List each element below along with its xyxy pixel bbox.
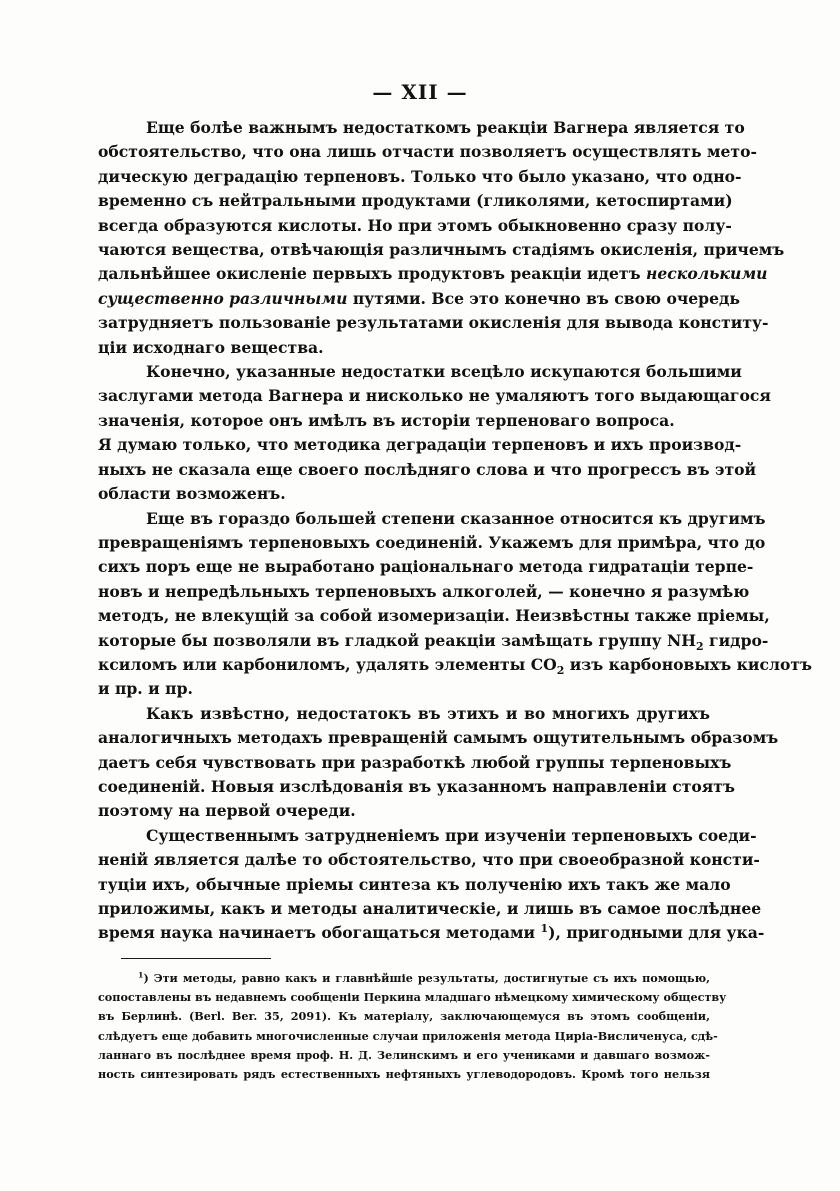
text-line: временно съ нейтральными продуктами (гликолями, кетоспиртами) [98,191,733,211]
text-line: затрудняетъ пользованіе результатами окисленія для вывода конститу- [98,313,769,333]
text-line: Я думаю только, что методика деградаціи терпеновъ и ихъ производ- [98,435,742,455]
text-line: соединеній. Новыя изслѣдованія въ указанномъ направленіи стоятъ [98,776,735,796]
paragraph [98,702,779,824]
text-line: поэтому на первой очереди. [98,801,356,821]
text-line: даетъ себя чувствовать при разработкѣ любой группы терпеновыхъ [98,752,732,772]
footnote-line: $^1$) Эти методы, равно какъ и главнѣйшіе результаты, достигнутые съ ихъ помощью, [138,970,710,985]
text-line: дическую деградацію терпеновъ. Только что было указано, что одно- [98,166,742,186]
text-line: туціи ихъ, обычные пріемы синтеза къ полученію ихъ такъ же мало [98,874,731,894]
text-line: обстоятельство, что она лишь отчасти позволяетъ осуществлять мето- [98,142,757,162]
footnote-line: ланнаго въ послѣднее время проф. Н. Д. Зелинскимъ и его учениками и давшаго возмож- [98,1047,710,1062]
text-line: значенія, которое онъ имѣлъ въ исторіи терпеноваго вопроса. [98,410,675,430]
text-line: всегда образуются кислоты. Но при этомъ обыкновенно сразу полу- [98,215,732,235]
text-line: существенно различными путями. Все это конечно въ свою очередь [98,288,740,308]
text-line: Еще въ гораздо большей степени сказанное относится къ другимъ [146,508,766,528]
text-line: неній является далѣе то обстоятельство, что при своеобразной консти- [98,850,760,870]
text-line: сихъ поръ еще не выработано раціональнаго метода гидратаціи терпе- [98,557,754,577]
text-line: Существеннымъ затрудненіемъ при изученіи терпеновыхъ соеди- [146,825,757,845]
footnote [98,969,727,1084]
footnote-line: слѣдуетъ еще добавить многочисленные случаи приложенія метода Циріа-Висличенуса, сдѣ- [98,1028,718,1043]
page-number: — XII — [372,80,468,104]
text-line: заслугами метода Вагнера и нисколько не умаляютъ того выдающагося [98,386,771,406]
footnote-line: ность синтезировать рядъ естественныхъ нефтяныхъ углеводородовъ. Кромѣ того нельзя [98,1067,710,1082]
text-line: чаются вещества, отвѣчающія различнымъ стадіямъ окисленія, причемъ [98,240,785,260]
text-line: которые бы позволяли въ гладкой реакціи замѣщать группу $NH_2$ гидро- [98,630,769,653]
paragraph [98,824,765,946]
paragraph [98,360,771,433]
footnote-line: въ Берлинѣ. (Berl. Ber. 35, 2091). Къ матеріалу, заключающемуся въ этомъ сообщеніи, [98,1009,710,1024]
footnote-line: сопоставлены въ недавнемъ сообщеніи Перкина младшаго нѣмецкому химическому обществу [98,990,727,1005]
text-line: ціи исходнаго вещества. [98,337,324,357]
paragraph [98,507,813,702]
text-line: ныхъ не сказала еще своего послѣдняго слова и что прогрессъ въ этой [98,459,757,479]
text-line: методъ, не влекущій за собой изомеризаціи. Неизвѣстны также пріемы, [98,606,770,626]
text-line: дальнѣйшее окисленіе первыхъ продуктовъ реакціи идетъ несколькими [98,264,768,284]
text-line: время наука начинаетъ обогащаться методами $^1$), пригодными для ука- [98,922,765,943]
text-line: Конечно, указанные недостатки всецѣло искупаются большими [146,362,742,382]
text-line: и пр. и пр. [98,679,193,699]
text-line: Какъ извѣстно, недостатокъ въ этихъ и во многихъ другихъ [146,703,710,723]
text-line: области возможенъ. [98,484,286,504]
text-line: превращеніямъ терпеновыхъ соединеній. Укажемъ для примѣра, что до [98,532,766,552]
footnote-divider [121,958,271,959]
paragraph [98,116,785,360]
text-line: Еще болѣе важнымъ недостаткомъ реакціи Вагнера является то [146,118,745,137]
text-line: аналогичныхъ методахъ превращеній самымъ ощутительнымъ образомъ [98,728,779,748]
text-line: ксиломъ или карбониломъ, удалять элементы $CO_2$ изъ карбоновыхъ кислотъ [98,654,813,678]
text-line: приложимы, какъ и методы аналитическіе, и лишь въ самое послѣднее [98,899,762,918]
main-text [98,116,813,946]
paragraph [98,433,757,506]
text-line: новъ и непредѣльныхъ терпеновыхъ алкоголей, — конечно я разумѣю [98,581,750,601]
